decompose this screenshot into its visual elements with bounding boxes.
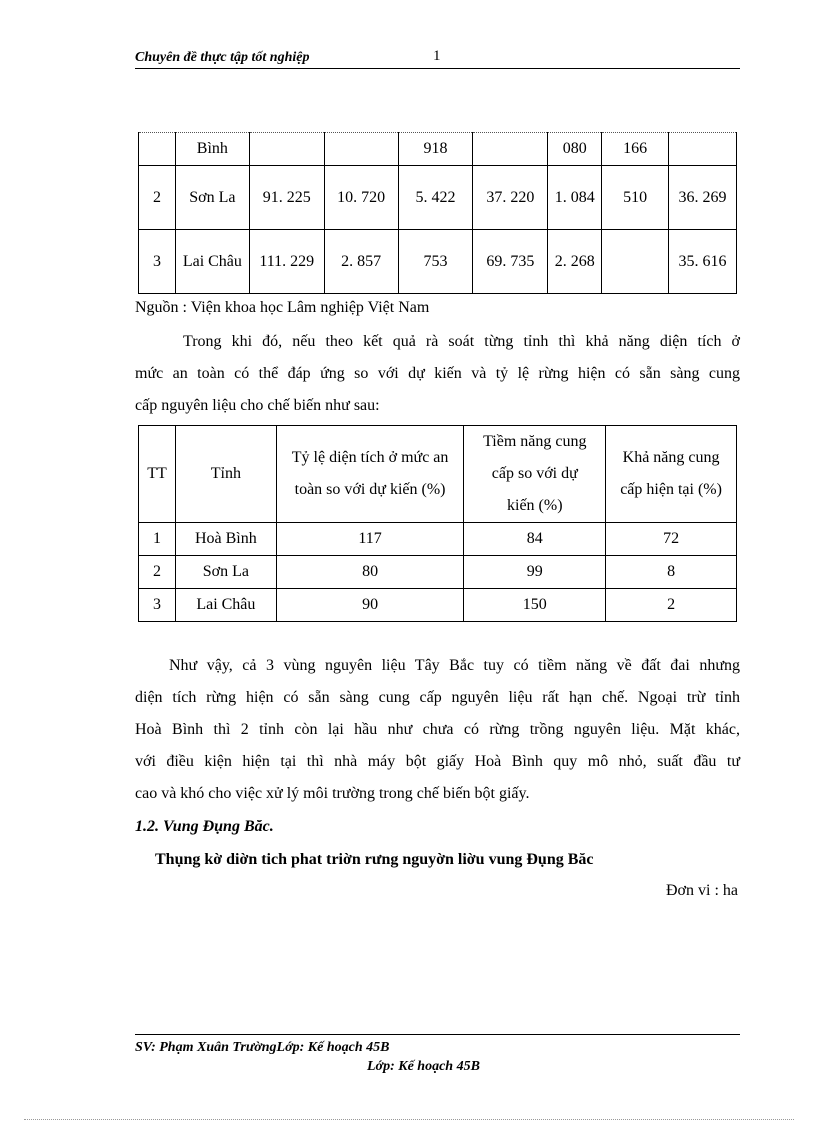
table-cell: Sơn La (175, 556, 276, 589)
table-cell: 37. 220 (473, 166, 548, 230)
table-cell: Bình (175, 133, 249, 166)
table-cell: 2 (139, 556, 176, 589)
paragraph-line: Như vậy, cả 3 vùng nguyên liệu Tây Bắc tuy có tiềm năng về đất đai nhưng (169, 657, 740, 674)
table-title: Thụng kờ diờn tich phat triờn rưng nguyờn liờu vung Đụng Băc (155, 851, 594, 868)
table-row (139, 166, 737, 230)
table-cell: 2 (139, 166, 176, 230)
page-number: 1 (433, 48, 441, 64)
table-cell: 10. 720 (324, 166, 398, 230)
table-cell (139, 133, 176, 166)
table-cell: 80 (276, 556, 464, 589)
table-row (139, 230, 737, 294)
table-cell: 2. 857 (324, 230, 398, 294)
table-cell: 35. 616 (669, 230, 737, 294)
paragraph-intro (135, 326, 740, 422)
table-cell: 753 (398, 230, 473, 294)
table-row (139, 133, 737, 166)
table-province-capacity (138, 425, 737, 622)
table-cell: 3 (139, 589, 176, 622)
table-cell: 3 (139, 230, 176, 294)
table-cell: Hoà Bình (175, 523, 276, 556)
table-cell: 72 (606, 523, 737, 556)
table-row (139, 589, 737, 622)
paragraph-line: cấp nguyên liệu cho chế biến như sau: (135, 397, 380, 414)
table-forest-area-continued (138, 132, 737, 294)
page-bottom-divider (24, 1119, 794, 1120)
table-cell: Lai Châu (175, 589, 276, 622)
table-cell (473, 133, 548, 166)
table-cell: 150 (464, 589, 606, 622)
header-cell-current-supply: Khả năng cung cấp hiện tại (%) (606, 426, 737, 523)
paragraph-line: Hoà Bình thì 2 tỉnh còn lại hầu như chưa có rừng trồng nguyên liệu. Mặt khác, (135, 721, 740, 738)
table-cell: 2. 268 (548, 230, 602, 294)
paragraph-conclusion (135, 650, 740, 810)
paragraph-line: diện tích rừng hiện có sẵn sàng cung cấp nguyên liệu rất hạn chế. Ngoại trừ tỉnh (135, 689, 740, 706)
table-cell: 8 (606, 556, 737, 589)
table-cell: 5. 422 (398, 166, 473, 230)
table-cell: 1 (139, 523, 176, 556)
page-footer (135, 1034, 740, 1074)
table-cell (249, 133, 324, 166)
unit-label: Đơn vi : ha (665, 882, 738, 899)
table-cell: 36. 269 (669, 166, 737, 230)
table-cell: 080 (548, 133, 602, 166)
source-note: Nguồn : Viện khoa học Lâm nghiệp Việt Nam (135, 299, 430, 316)
table-cell (324, 133, 398, 166)
page-header (135, 48, 740, 69)
table-cell: 90 (276, 589, 464, 622)
table-cell: 99 (464, 556, 606, 589)
table-row (139, 556, 737, 589)
header-cell-safe-area-ratio: Tỷ lệ diện tích ở mức an toàn so với dự kiến (%) (276, 426, 464, 523)
paragraph-line: mức an toàn có thể đáp ứng so với dự kiến và tỷ lệ rừng hiện có sẵn sàng cung (135, 365, 740, 382)
table-cell: 117 (276, 523, 464, 556)
footer-class-line: Lớp: Kế hoạch 45B (367, 1059, 480, 1074)
section-heading: 1.2. Vung Đụng Băc. (135, 818, 274, 835)
paragraph-line: với điều kiện hiện tại thì nhà máy bột giấy Hoà Bình quy mô nhỏ, suất đầu tư (135, 753, 740, 770)
table-cell: 166 (602, 133, 669, 166)
table-cell: 918 (398, 133, 473, 166)
header-title: Chuyên đề thực tập tốt nghiệp (135, 50, 310, 65)
header-cell-province: Tỉnh (175, 426, 276, 523)
table-row (139, 523, 737, 556)
table-header-row (139, 426, 737, 523)
table-cell: 84 (464, 523, 606, 556)
table-cell: Lai Châu (175, 230, 249, 294)
paragraph-line: Trong khi đó, nếu theo kết quả rà soát từng tỉnh thì khả năng diện tích ở (183, 333, 740, 350)
table-cell: 111. 229 (249, 230, 324, 294)
header-cell-tt: TT (139, 426, 176, 523)
table-cell: 1. 084 (548, 166, 602, 230)
table-cell: 69. 735 (473, 230, 548, 294)
table-cell: 2 (606, 589, 737, 622)
footer-student-line: SV: Phạm Xuân TrườngLớp: Kế hoạch 45B (135, 1040, 390, 1055)
paragraph-line: cao và khó cho việc xử lý môi trường trong chế biến bột giấy. (135, 785, 530, 802)
table-cell: 91. 225 (249, 166, 324, 230)
table-cell (602, 230, 669, 294)
table-cell (669, 133, 737, 166)
header-cell-potential-supply: Tiềm năng cung cấp so với dự kiến (%) (464, 426, 606, 523)
table-cell: 510 (602, 166, 669, 230)
table-cell: Sơn La (175, 166, 249, 230)
